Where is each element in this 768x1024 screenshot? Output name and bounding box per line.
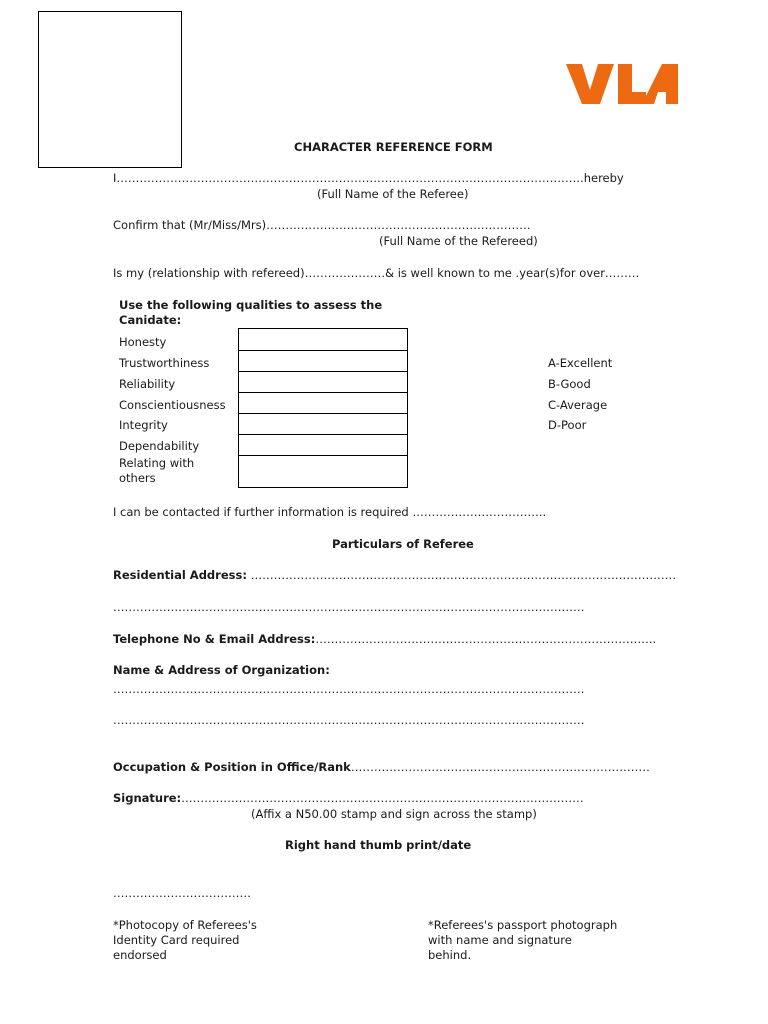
grade-label: D-Poor xyxy=(548,418,587,432)
note-right-cont: with name and signature xyxy=(428,933,572,947)
note-right: *Referees's passport photograph xyxy=(428,918,618,932)
grade-label: A-Excellent xyxy=(548,356,613,370)
rating-cell-relating[interactable] xyxy=(238,455,408,488)
particulars-heading: Particulars of Referee xyxy=(332,537,474,551)
signature-row xyxy=(113,791,584,805)
qualities-heading: Use the following qualities to assess the xyxy=(119,298,383,312)
rating-cell-honesty[interactable] xyxy=(238,328,408,350)
rating-cell-dependability[interactable] xyxy=(238,434,408,455)
rating-cell-integrity[interactable] xyxy=(238,413,408,434)
organization-line-1: …………………………………………………………………………………………………………… xyxy=(113,682,585,696)
grade-label: B-Good xyxy=(548,377,591,391)
referee-name-caption: (Full Name of the Referee) xyxy=(317,187,469,201)
residential-address-dots: ………………………………………………………………………………………………… xyxy=(246,568,677,582)
signature-dots: …………………………………………………………………………………………… xyxy=(181,791,584,805)
note-left: *Photocopy of Referees's xyxy=(113,918,257,932)
vla-logo xyxy=(562,60,682,110)
rating-cell-trustworthiness[interactable] xyxy=(238,350,408,371)
occupation-label: Occupation & Position in Office/Rank xyxy=(113,760,351,774)
telephone-dots: …………………………………………………………………………….. xyxy=(315,632,657,646)
quality-label: Integrity xyxy=(119,418,168,432)
quality-label: Relating with xyxy=(119,456,195,470)
occupation-row xyxy=(113,760,650,774)
form-title: CHARACTER REFERENCE FORM xyxy=(294,140,493,154)
quality-label: Honesty xyxy=(119,335,167,349)
organization-line-2: …………………………………………………………………………………………………………… xyxy=(113,713,585,727)
quality-label: Trustworthiness xyxy=(119,356,210,370)
signature-label: Signature: xyxy=(113,791,182,805)
refereed-name-caption: (Full Name of the Refereed) xyxy=(379,234,538,248)
thumb-print-line: ……………………………… xyxy=(113,886,251,900)
quality-label: Conscientiousness xyxy=(119,398,226,412)
residential-address-row xyxy=(113,568,676,582)
thumb-print-heading: Right hand thumb print/date xyxy=(285,838,472,852)
telephone-label: Telephone No & Email Address: xyxy=(113,632,316,646)
occupation-dots: …………………………………………………………………… xyxy=(350,760,650,774)
rating-grid xyxy=(238,328,408,488)
residential-address-line-2: …………………………………………………………………………………………………………… xyxy=(113,600,585,614)
rating-cell-reliability[interactable] xyxy=(238,371,408,392)
contact-line: I can be contacted if further information is required …………………………….. xyxy=(113,505,547,519)
note-right-cont: behind. xyxy=(428,948,472,962)
passport-photo-box xyxy=(38,11,182,168)
residential-address-label: Residential Address: xyxy=(113,568,247,582)
stamp-note: (Affix a N50.00 stamp and sign across the stamp) xyxy=(251,807,537,821)
organization-label: Name & Address of Organization: xyxy=(113,663,330,677)
refereed-name-line: Confirm that (Mr/Miss/Mrs)…………………………………………………………… xyxy=(113,218,531,232)
referee-name-line: I…………………………………………………………………………………………………………..hereby xyxy=(113,171,624,185)
relationship-line: Is my (relationship with refereed)…………………& is well known to me .year(s)for over……… xyxy=(113,266,640,280)
quality-label: Dependability xyxy=(119,439,200,453)
note-left-cont: endorsed xyxy=(113,948,167,962)
rating-cell-conscientiousness[interactable] xyxy=(238,392,408,413)
grade-label: C-Average xyxy=(548,398,608,412)
quality-label: Reliability xyxy=(119,377,176,391)
qualities-heading-cont: Canidate: xyxy=(119,313,182,327)
telephone-row xyxy=(113,632,656,646)
quality-label-cont: others xyxy=(119,471,156,485)
note-left-cont: Identity Card required xyxy=(113,933,240,947)
